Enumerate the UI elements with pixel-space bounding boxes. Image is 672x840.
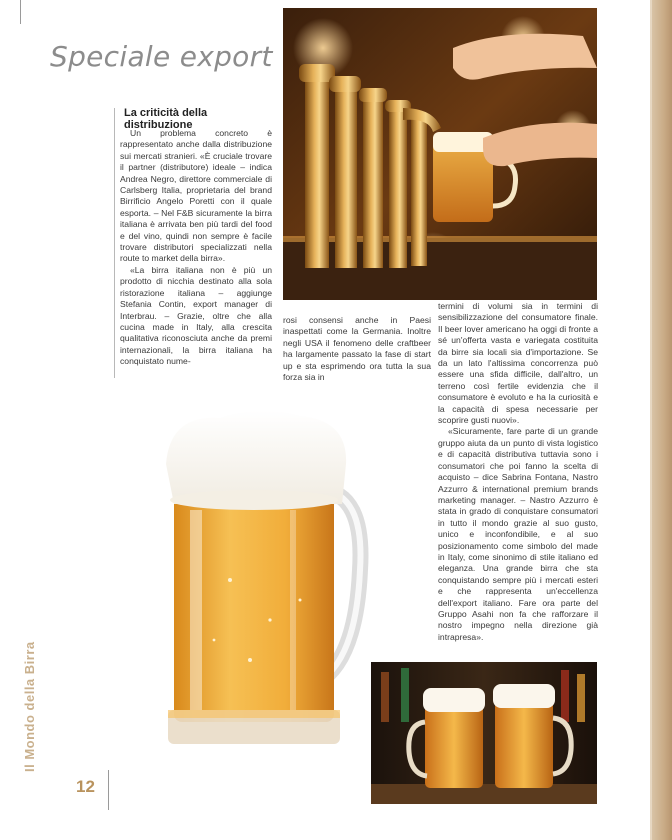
magazine-spine-title: Il Mondo della Birra	[22, 641, 37, 772]
paragraph: rosi consensi anche in Paesi inaspettati come la Germania. Inoltre negli USA il fenomeno delle craftbeer ha largamente passato la fase di start up e sta esprimendo ora tutta la sua forza sia in	[283, 315, 431, 383]
article-column-a	[120, 128, 272, 368]
article-column-c	[438, 301, 598, 643]
paragraph: Un problema concreto è rappresentato anche dalla distribuzione sui mercati stranieri. «È cruciale trovare il partner (distributore) ideale – indica Andrea Negro, direttore commerciale di Carlsberg Italia, proprietaria del brand Birrificio Angelo Poretti con il quale esporta. – Nel F&B sicuramente la birra italiana è arrivata ben più tardi del food e del vino, quindi non sempre è facile trovare distributori specializzati nella route to market della birra».	[120, 128, 272, 264]
top-divider	[20, 0, 21, 24]
paragraph: «Sicuramente, fare parte di un grande gruppo aiuta da un punto di vista logistico e di capacità distributiva tuttavia sono i consumatori che poi fanno la scelta di acquisto – dice Sabrina Fontana, Nastro Azzurro & international premium brands marketing manager. – Nastro Azzurro è stata in grado di conquistare consumatori in tutto il mondo grazie al suo gusto, unico e inconfondibile, e al suo posizionamento come simbolo del made in Italy, come sinonimo di stile italiano ed eleganza. Una grande birra che sta conquistando sempre più i mercati esteri e che rappresenta un'eccellenza dell'export italiano. Fare ora parte del Gruppo Asahi non fa che rafforzare il nostro impegno nella direzione già intrapresa».	[438, 426, 598, 642]
article-column-b	[283, 315, 431, 383]
column-divider	[114, 108, 115, 378]
article-subhead: La criticità della distribuzione	[124, 107, 208, 131]
paragraph: «La birra italiana non è più un prodotto di nicchia destinato alla sola ristorazione italiana – aggiunge Stefania Contin, export manager di Interbrau. – Grazie, oltre che alla cucina made in Italy, alla crescita qualitativa riconosciuta anche da premi internazionali, la birra italiana ha conquistato nume-	[120, 264, 272, 367]
page-edge-band	[652, 0, 672, 840]
beer-tap-photo	[283, 8, 597, 300]
page-number: 12	[76, 777, 95, 796]
beer-mug-photo	[150, 400, 380, 770]
two-beers-photo	[371, 662, 597, 804]
paragraph: termini di volumi sia in termini di sensibilizzazione del consumatore finale. Il beer lover americano ha oggi di fronte a sé un'offerta vasta e variegata costituita da birre sia locali sia d'importazione. Se da un lato l'altissima concorrenza può essere una sfida difficile, dall'altro, un terreno così fertile evidenzia che il consumatore è evoluto e ha la curiosità e la capacità di spesa necessarie per scoprire gusti nuovi».	[438, 301, 598, 426]
footer-divider	[108, 770, 109, 810]
section-title: Speciale export	[50, 40, 273, 73]
